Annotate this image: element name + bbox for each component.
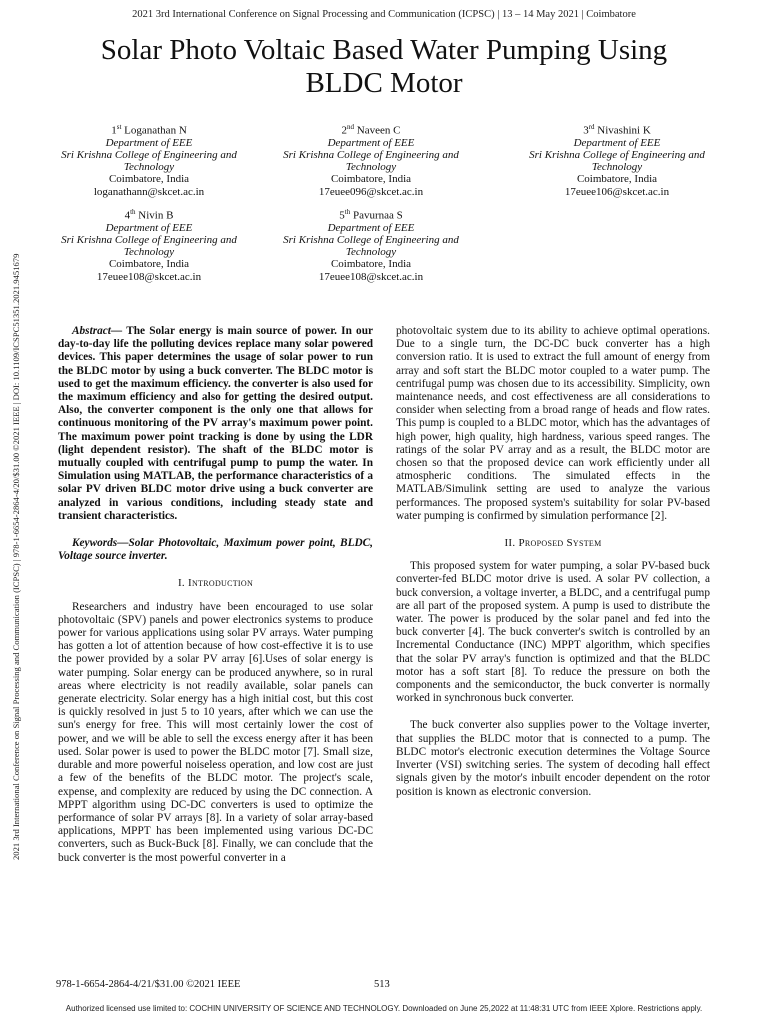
author-city: Coimbatore, India (108, 258, 190, 271)
section-heading-introduction: I. Introduction (177, 577, 254, 590)
proposed-system-paragraph-2: The buck converter also supplies power to the Voltage inverter, that supplies the BLDC motor that is connected to a pump. The BLDC motor's electronic execution determines the Voltage Source Inverter (VSI) switching series. The system of decoding hall effect signals given by the motor's inbuilt encoder dependent on the rotor position is known as electronic conversion. (396, 719, 710, 798)
author-email: 17euee108@skcet.ac.in (96, 270, 202, 283)
author-1 (44, 121, 254, 198)
section-heading-proposed-system: II. Proposed System (504, 537, 602, 550)
author-email: 17euee108@skcet.ac.in (318, 270, 424, 283)
paper-title (60, 34, 708, 100)
left-column (58, 325, 373, 865)
author-college-cont: Technology (123, 246, 175, 259)
title-line-2: BLDC Motor (305, 67, 463, 99)
author-4 (44, 206, 254, 283)
author-email: loganathann@skcet.ac.in (93, 185, 205, 198)
author-3 (512, 121, 722, 198)
introduction-paragraph: Researchers and industry have been encouraged to use solar photovoltaic (SPV) panels and power electronics systems to produce power for various applications using solar PV arrays. Water pumping has gotten a lot of attention because of how cost-effective it is to use the power provided by a solar PV array [6].Uses of solar energy is water pumping. Solar energy can be produced anywhere, so in rural areas where electricity is not readily available, solar panels can generate electricity. Solar energy has a high initial cost, but this cost is quickly resolved in just 5 to 10 years, after which we can use the sun's energy for free. This will most certainly lower the cost of power, and we will be able to sell the excess energy after it has been used. Solar power is used to power the BLDC motor [7]. Small size, durable and more powerful noiseless operation, and low cost are just a few of the benefits of the BLDC motor. The project's scale, expense, and complexity are reduced by using the DC connection. A MPPT algorithm using DC-DC converters is used to optimize the performance of solar PV arrays [8]. In a variety of solar array-based applications, MPPT has been implemented using various DC-DC converters, such as Buck-Buck [8]. Finally, we can conclude that the buck converter is the most powerful converter in a (58, 600, 373, 864)
author-email: 17euee096@skcet.ac.in (318, 185, 424, 198)
conference-header: 2021 3rd International Conference on Signal Processing and Communication (ICPSC) | 13 – 14 May 2021 | Coimbatore (132, 9, 636, 20)
author-2 (266, 121, 476, 198)
author-college-cont: Technology (591, 161, 643, 174)
author-college-cont: Technology (345, 161, 397, 174)
footer-isbn: 978-1-6654-2864-4/21/$31.00 ©2021 IEEE (56, 979, 241, 990)
author-city: Coimbatore, India (576, 173, 658, 186)
right-column (396, 325, 710, 799)
author-college: Sri Krishna College of Engineering and (283, 234, 459, 247)
author-5 (266, 206, 476, 283)
title-line-1: Solar Photo Voltaic Based Water Pumping Using (100, 34, 668, 66)
author-college: Sri Krishna College of Engineering and (529, 149, 705, 162)
author-college-cont: Technology (345, 246, 397, 259)
page-number: 513 (374, 979, 390, 990)
abstract (58, 325, 373, 523)
author-name: 4th Nivin B (124, 208, 174, 222)
author-name: 5th Pavurnaa S (339, 208, 403, 222)
author-college: Sri Krishna College of Engineering and (61, 234, 237, 247)
author-dept: Department of EEE (105, 136, 193, 149)
abstract-text: The Solar energy is main source of power. In our day-to-day life the polluting devices replace many solar powered devices. This paper determines the usage of solar power to run the BLDC motor by using a buck converter. The BLDC motor is used to get the maximum efficiency. the converter is also used for the maximum efficiency and also for getting the desired output. Also, the converter component is the only one that allows for continuous monitoring of the PV array's maximum power point. The maximum power point tracking is done by using the LDR (light dependent resistor). The shaft of the BLDC motor is mutually coupled with centrifugal pump to pump the water. In Simulation using MATLAB, the performance characteristics of a solar PV driven BLDC motor drive using a buck converter are analyzed in various conditions, including steady state and transient characteristics. (58, 325, 373, 522)
author-dept: Department of EEE (327, 136, 415, 149)
license-notice: Authorized licensed use limited to: COCHIN UNIVERSITY OF SCIENCE AND TECHNOLOGY. Downloaded on June 25,2022 at 11:48:31 UTC from IEEE Xplore. Restrictions apply. (65, 1004, 703, 1013)
side-doi-strip (0, 0, 20, 1024)
author-college: Sri Krishna College of Engineering and (283, 149, 459, 162)
author-city: Coimbatore, India (108, 173, 190, 186)
proposed-system-paragraph-1: This proposed system for water pumping, a solar PV-based buck converter-fed BLDC motor drive is used. A solar PV collection, a buck conversion, a voltage inverter, a BLDC, and a centrifugal pump are all part of the proposed system. A pump is used to distribute the water. The power is produced by the solar panel and fed into the buck converter [4]. The buck converter's switch is controlled by an Incremental Conductance (INC) MPPT algorithm, which specifies that the solar PV array's function is optimized and that the BLDC motor has a soft start [8]. To reduce the pressure on both the components and the semiconductor, the buck converter is normally worked in synchronous buck converter. (396, 560, 710, 705)
author-college: Sri Krishna College of Engineering and (61, 149, 237, 162)
author-city: Coimbatore, India (330, 258, 412, 271)
author-email: 17euee106@skcet.ac.in (564, 185, 670, 198)
author-city: Coimbatore, India (330, 173, 412, 186)
side-doi-text: 2021 3rd International Conference on Signal Processing and Communication (ICPSC) | 978-1-6654-2864-4/20/$31.00 ©2021 IEEE | DOI: 10.1109/ICSPC51351.2021.9451679 (11, 253, 21, 860)
keywords: Keywords—Solar Photovoltaic, Maximum power point, BLDC, Voltage source inverter. (58, 537, 373, 563)
intro-continuation-paragraph: photovoltaic system due to its ability to achieve optimal operations. Due to a single turn, the DC-DC buck converter has a high conversion ratio. It is used to extract the full amount of energy from array and soft start the BLDC motor coupled to a water pump. The centrifugal pump was chosen due to its accessibility. Simplicity, own maintenance needs, and cost effectiveness are all considerations to consider when selecting from a broad range of heads and flow rates. This pump is coupled to a BLDC motor, which has the advantages of high power, high quality, high hardness, various speed ranges. The ratings of the solar PV array and as a result, the BLDC motor are chosen so that the proposed device can work efficiently under all atmospheric conditions. The simulated effects in the MATLAB/Simulink setting are used to analyze the various performances. The proposed system's suitability for solar PV-based water pumping is confirmed by simulation performance [2]. (396, 325, 710, 522)
author-name: 3rd Nivashini K (583, 123, 651, 137)
author-dept: Department of EEE (327, 221, 415, 234)
author-college-cont: Technology (123, 161, 175, 174)
author-dept: Department of EEE (105, 221, 193, 234)
author-dept: Department of EEE (573, 136, 661, 149)
author-name: 2nd Naveen C (341, 123, 401, 137)
abstract-label: Abstract— (72, 325, 123, 337)
author-name: 1st Loganathan N (111, 123, 187, 137)
